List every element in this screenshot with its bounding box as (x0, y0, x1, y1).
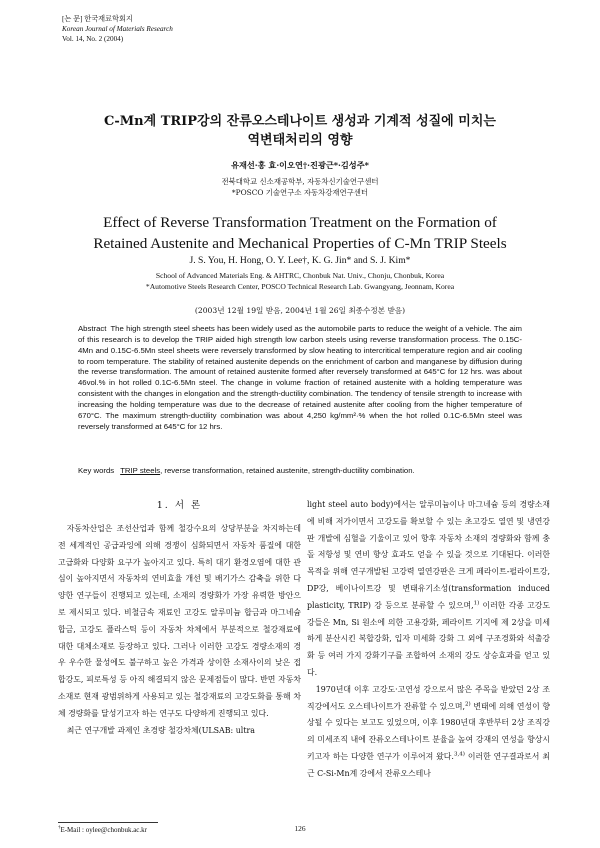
korean-authors: 유재선·홍 효·이오연†·진광근*·김성주* (231, 160, 369, 170)
korean-title-line2: 역변태처리의 영향 (247, 133, 353, 148)
citation-ref: 1) (473, 600, 480, 607)
english-affiliations (40, 270, 560, 292)
korean-affiliation-1: 전북대학교 신소재공학부, 자동차신기술연구센터 (221, 177, 379, 186)
keywords-label: Key words (78, 466, 115, 475)
keywords (78, 466, 522, 475)
body-column-left (58, 498, 301, 739)
body-paragraph-1: 자동차산업은 조선산업과 함께 철강수요의 상당부분을 차지하는데 전 세계적인 공급과잉에 의해 경쟁이 심화되면서 자동차 품질에 대한 고급화와 다양화 요구가 높아지고 있다. 특히 대기 환경오염에 대한 관심이 높아지면서 자동차의 연비효율 개선 및 배기가스 감축을 위한 다양한 연구들이 진행되고 있는데, 소재의 경량화가 가장 유력한 방안으로 제시되고 있다. 비철금속 재료인 고강도 알루미늄 합금과 마그네슘 합금, 고강도 플라스틱 등이 자동차 차체에서 부분적으로 철강재료에 대한 대체소재로 등장하고 있다. 그러나 이러한 고강도 경량소재의 경우 우수한 물성에도 불구하고 높은 가격과 상이한 소재사이의 낮은 접합강도, 피로특성 등 아직 해결되지 않은 문제점들이 많다. 반면 자동차 소재로 현재 광범위하게 사용되고 있는 철강재료의 고강도화를 통해 차체 경량화를 달성기고자 하는 연구도 다양하게 진행되고 있다. (58, 524, 301, 718)
journal-category: [논 문] 한국재료학회지 (62, 15, 133, 23)
body-paragraph-3 (307, 682, 550, 783)
page-number: 126 (294, 824, 306, 833)
english-affiliation-2: *Automotive Steels Research Center, POSCO Technical Research Lab. Gwangyang, Jeonnam, Korea (145, 282, 455, 291)
korean-title-line1: C-Mn계 TRIP강의 잔류오스테나이트 생성과 기계적 성질에 미치는 (104, 114, 496, 129)
paragraph-3-text-a: 1970년대 이후 고강도·고연성 강으로서 많은 주목을 받았던 2상 조직강에서도 오스테나이트가 잔류할 수 있으며, (307, 684, 550, 711)
received-dates: (2003년 12월 19일 받음, 2004년 1월 26일 최종수정본 받음) (194, 306, 406, 315)
english-title-line1: Effect of Reverse Transformation Treatment on the Formation of (103, 214, 497, 231)
footnote-email: E-Mail : oylee@chonbuk.ac.kr (60, 826, 147, 834)
journal-name: Korean Journal of Materials Research (62, 25, 173, 33)
abstract (78, 324, 522, 432)
english-authors: J. S. You, H. Hong, O. Y. Lee†, K. G. Jin* and S. J. Kim* (189, 255, 411, 266)
journal-header (62, 14, 173, 44)
citation-ref: 3,4) (453, 751, 465, 758)
footnote-divider (58, 822, 158, 823)
paragraph-2-text-end: 이러한 각종 고강도 강들은 Mn, Si 원소에 의한 고용강화, 페라이트 기지에 제 2상을 미세하게 분산시킨 복합강화, 입자 미세화 강화 그 외에 구조경화와 석출강화 등 여러 가지 강화기구를 조합하여 소재의 강도 상승효과를 얻고 있다. (307, 600, 550, 677)
section-heading-introduction: 1. 서 론 (156, 500, 203, 511)
korean-title (40, 112, 560, 150)
body-paragraph-2-continued (307, 497, 550, 682)
body-paragraph-2-start: 최근 연구개발 과제인 초경량 철강차체(ULSAB: ultra (66, 725, 255, 735)
korean-affiliation-2: *POSCO 기술연구소 자동차강재연구센터 (231, 188, 369, 197)
footnote-mark: † (58, 825, 61, 831)
body-column-right (307, 497, 550, 783)
paragraph-3-text-c: 이러한 연구결과로서 최근 C-Si-Mn계 강에서 잔류오스테나 (307, 751, 551, 778)
abstract-text: The high strength steel sheets has been widely used as the automobile parts to reduce the weight of a vehicle. The aim of this research is to develop the TRIP aided high strength low carbon steels using reverse transformation process. The 0.15C-4Mn and 0.15C-6.5Mn steel sheets were reversely transformed by slow heating to intercritical temperature region and air cooling to room temperature. The stability of retained austenite depends on the enrichment of carbon and manganese by diffusion during the reverse transformation. The amount of retained austenite formed after reversely transformed at 645°C for 12 hrs. was about 46vol.% in hot rolled 0.1C-6.5Mn steel. The change in volume fraction of retained austenite with a holding temperature was consistent with the changes in elongation and the strength-ductility combination. The tendency of tensile strength to increase with increasing the holding temperature was due to the decrease of retained austenite after cooling from the higher temperature of 670°C. The maximum strength-ductility combination was about 4,250 kg/mm²·% when the hot rolled 0.1C-6.5Mn steel was reversely transformed at 645°C for 12 hrs. (78, 324, 522, 431)
english-title-line2: Retained Austenite and Mechanical Properties of C-Mn TRIP Steels (93, 235, 507, 252)
english-affiliation-1: School of Advanced Materials Eng. & AHTRC, Chonbuk Nat. Univ., Chonju, Chonbuk, Korea (155, 271, 445, 280)
paragraph-3-text-b: 변태에 의해 연성이 향상될 수 있다는 보고도 있었으며, 이후 1980년대 후반부터 2상 조직강의 미세조직 내에 잔류오스테나이트 분율을 높여 강재의 연성을 향상시키고자 하는 다양한 연구가 이루어져 왔다. (307, 701, 550, 761)
korean-affiliations (40, 176, 560, 198)
journal-volume: Vol. 14, No. 2 (2004) (62, 35, 124, 43)
english-title (30, 212, 570, 254)
keywords-rest: , reverse transformation, retained austenite, strength-ductility combination. (160, 466, 415, 475)
keyword-trip-steels: TRIP steels (120, 466, 161, 475)
abstract-label: Abstract (78, 324, 107, 333)
citation-ref: 2) (465, 700, 471, 707)
paragraph-2-text: light steel auto body)에서는 알루미늄이나 마그네슘 등의 경량소재에 비해 저가이면서 고강도를 확보할 수 있는 초고강도 열연 및 냉연강판 개발에 심혈을 기울이고 있어 향후 자동차 소재의 경량화와 함께 충돌 저항성 및 연비 향상 효과도 얻을 수 있을 것으로 기대된다. 이러한 목적을 위해 연구개발된 고강력 열연강판은 크게 페라이트-펄라이트강, DP강, 베이나이트강 및 변태유기소성(transformation induced plasticity, TRIP) 강 등으로 분류할 수 있으며, (307, 500, 550, 610)
footnote (58, 826, 147, 834)
